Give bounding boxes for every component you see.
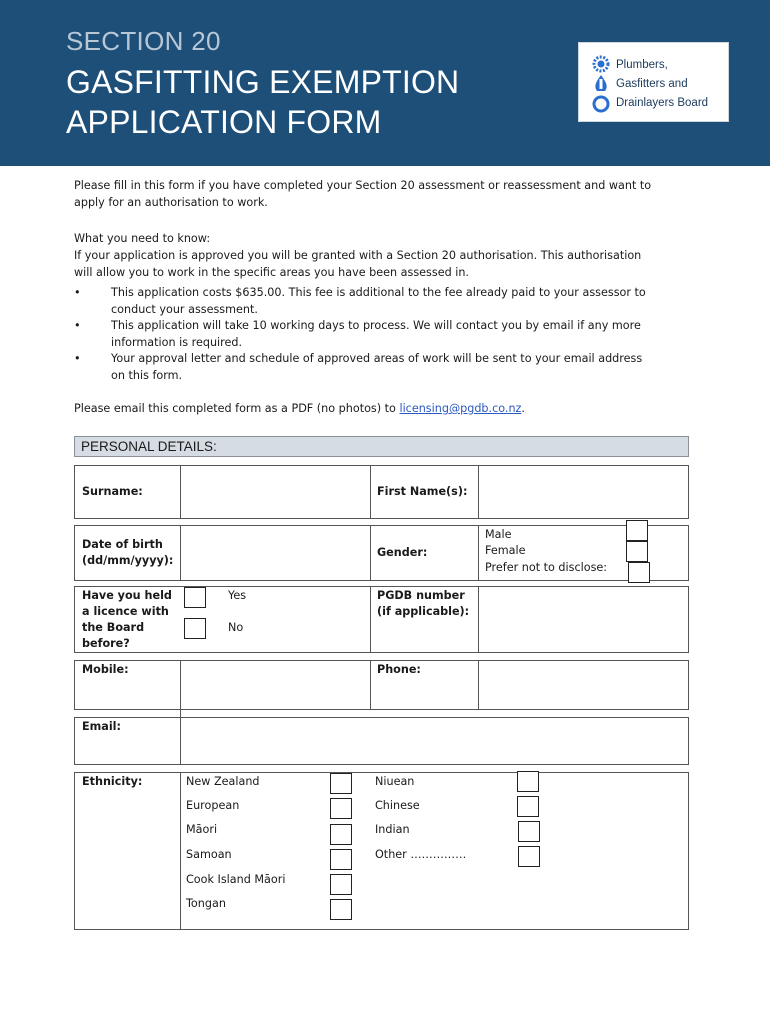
table-border-line [688, 465, 689, 519]
ethnicity-option: Indian [375, 823, 410, 836]
logo-line-1: Plumbers, [616, 59, 668, 71]
ethnicity-cook-island-maori-checkbox[interactable] [330, 874, 352, 895]
table-border-line [478, 525, 479, 581]
surname-field[interactable] [181, 466, 370, 518]
ethnicity-option: Māori [186, 823, 218, 836]
table-border-line [688, 525, 689, 581]
mobile-field[interactable] [181, 661, 370, 709]
surname-label: Surname: [82, 485, 143, 498]
pgdb-logo [578, 42, 729, 122]
table-border-line [74, 660, 75, 710]
ethnicity-european-checkbox[interactable] [330, 798, 352, 819]
dob-label-line-1: Date of birth [82, 538, 163, 551]
pgdb-number-label-line-2: (if applicable): [377, 605, 470, 618]
table-border-line [370, 525, 371, 581]
ethnicity-option: Niuean [375, 775, 415, 788]
gender-option-male: Male [485, 528, 512, 541]
need-heading: What you need to know: [74, 232, 211, 245]
first-names-field[interactable] [479, 466, 688, 518]
table-border-line [74, 465, 75, 519]
table-border-line [74, 772, 689, 773]
ethnicity-label: Ethnicity: [82, 775, 143, 788]
ethnicity-maori-checkbox[interactable] [330, 824, 352, 845]
pgdb-number-label [377, 588, 469, 620]
email-instruction-text: Please email this completed form as a PDF (no photos) to [74, 402, 400, 415]
dob-label [82, 537, 173, 569]
ethnicity-tongan-checkbox[interactable] [330, 899, 352, 920]
mobile-label: Mobile: [82, 663, 129, 676]
gender-option-female: Female [485, 544, 526, 557]
ethnicity-option: European [186, 799, 240, 812]
table-border-line [74, 772, 75, 930]
section-label: SECTION 20 [66, 26, 221, 56]
table-border-line [74, 709, 689, 710]
table-border-line [688, 717, 689, 765]
first-names-label: First Name(s): [377, 485, 468, 498]
intro-line-2: apply for an authorisation to work. [74, 196, 268, 209]
pgdb-logo-text [616, 56, 708, 113]
table-border-line [74, 717, 75, 765]
table-border-line [180, 772, 181, 930]
table-border-line [74, 580, 689, 581]
licence-yes-checkbox[interactable] [184, 587, 206, 608]
table-border-line [74, 586, 75, 653]
gender-undisclosed-checkbox[interactable] [628, 562, 650, 583]
ethnicity-option: Chinese [375, 799, 420, 812]
email-field[interactable] [181, 718, 688, 764]
ethnicity-indian-checkbox[interactable] [518, 821, 540, 842]
title-line-2: APPLICATION FORM [66, 104, 382, 140]
licence-label-line-3: the Board [82, 621, 145, 634]
licence-label-line-4: before? [82, 637, 130, 650]
ethnicity-niuean-checkbox[interactable] [517, 771, 539, 792]
bullet-text: Your approval letter and schedule of approved areas of work will be sent to your email address [111, 352, 643, 365]
table-border-line [74, 525, 75, 581]
ethnicity-option: Cook Island Māori [186, 873, 286, 886]
bullet-symbol: • [74, 352, 81, 365]
header-banner [0, 0, 770, 166]
table-border-line [74, 525, 689, 526]
phone-label: Phone: [377, 663, 421, 676]
gender-female-checkbox[interactable] [626, 541, 648, 562]
email-instruction-end: . [521, 402, 525, 415]
table-border-line [370, 465, 371, 519]
bullet-symbol: • [74, 286, 81, 299]
ethnicity-option: New Zealand [186, 775, 260, 788]
licence-yes-label: Yes [228, 589, 247, 602]
email-instruction [74, 400, 525, 417]
bullet-text: This application costs $635.00. This fee is additional to the fee already paid to your assessor to [111, 286, 646, 299]
pgdb-number-label-line-1: PGDB number [377, 589, 465, 602]
email-label: Email: [82, 720, 121, 733]
form-title [66, 62, 459, 142]
pgdb-logo-icon [589, 53, 613, 115]
pgdb-number-field[interactable] [479, 587, 688, 652]
ethnicity-other-label: Other …………… [375, 848, 467, 861]
ethnicity-new-zealand-checkbox[interactable] [330, 773, 352, 794]
table-border-line [370, 586, 371, 653]
table-border-line [688, 660, 689, 710]
licence-label-line-2: a licence with [82, 605, 169, 618]
logo-line-2: Gasfitters and [616, 78, 688, 90]
ethnicity-chinese-checkbox[interactable] [517, 796, 539, 817]
table-border-line [74, 652, 689, 653]
table-border-line [370, 660, 371, 710]
ethnicity-samoan-checkbox[interactable] [330, 849, 352, 870]
title-line-1: GASFITTING EXEMPTION [66, 64, 460, 100]
table-border-line [688, 586, 689, 653]
need-line-1: If your application is approved you will be granted with a Section 20 authorisation. This authorisation [74, 249, 642, 262]
ethnicity-option: Samoan [186, 848, 232, 861]
dob-field[interactable] [181, 526, 370, 580]
phone-field[interactable] [479, 661, 688, 709]
bullet-text: conduct your assessment. [111, 303, 258, 316]
bullet-text: This application will take 10 working days to process. We will contact you by email if any more [111, 319, 641, 332]
dob-label-line-2: (dd/mm/yyyy): [82, 554, 174, 567]
need-line-2: will allow you to work in the specific areas you have been assessed in. [74, 266, 469, 279]
ethnicity-option: Tongan [186, 897, 226, 910]
bullet-text: information is required. [111, 336, 243, 349]
gender-option-undisclosed: Prefer not to disclose: [485, 561, 608, 574]
licence-no-label: No [228, 621, 244, 634]
bullet-text: on this form. [111, 369, 183, 382]
licence-no-checkbox[interactable] [184, 618, 206, 639]
licence-label-line-1: Have you held [82, 589, 172, 602]
intro-line-1: Please fill in this form if you have completed your Section 20 assessment or reassessment and want to [74, 179, 652, 192]
table-border-line [74, 518, 689, 519]
ethnicity-other-checkbox[interactable] [518, 846, 540, 867]
section-title-bar: PERSONAL DETAILS: [74, 436, 689, 457]
gender-label: Gender: [377, 546, 428, 559]
gender-male-checkbox[interactable] [626, 520, 648, 541]
table-border-line [688, 772, 689, 930]
email-link[interactable]: licensing@pgdb.co.nz [399, 402, 522, 415]
table-border-line [74, 929, 689, 930]
logo-line-3: Drainlayers Board [616, 97, 709, 109]
bullet-symbol: • [74, 319, 81, 332]
licence-label [82, 588, 172, 652]
table-border-line [74, 764, 689, 765]
